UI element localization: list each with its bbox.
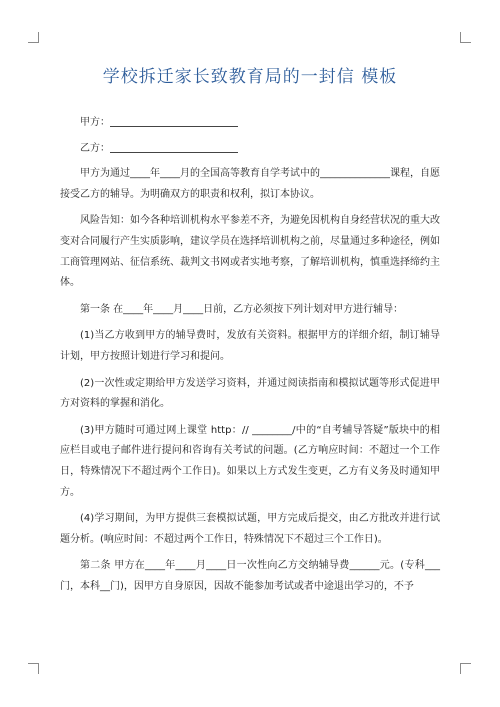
party-b-blank [110,141,238,153]
paragraph-item-4: (4)学习期间，为甲方提供三套模拟试题，甲方完成后提交，由乙方批改并进行试题分析。(响应时间：不超过两个工作日，特殊情况下不超过三个工作日)。 [60,513,440,545]
party-a-blank [110,115,238,127]
document-title: 学校拆迁家长致教育局的一封信 模板 [102,67,398,87]
paragraph-item-2: (2)一次性或定期给甲方发送学习资料，并通过阅读指南和模拟试题等形式促进甲方对资料的掌握和消化。 [60,377,440,410]
crop-mark-top-right [460,32,471,43]
paragraph-intro: 甲方为通过____年____月的全国高等教育自学考试中的______________课程，自愿接受乙方的辅导。为明确双方的职责和权利，拟订本协议。 [60,168,440,200]
document-body [60,113,440,603]
paragraph-article-1: 第一条 在____年____月____日前，乙方必须按下列计划对甲方进行辅导： [80,303,404,315]
party-a-label: 甲方： [80,117,110,128]
paragraph-article-2: 第二条 甲方在____年____月____日一次性向乙方交纳辅导费______元。(专科___门，本科__门)，因甲方自身原因，因故不能参加考试或者中途退出学习的，不予 [60,560,440,592]
crop-mark-top-left [28,32,39,43]
paragraph-item-1: (1)当乙方收到甲方的辅导费时，发放有关资料。根据甲方的详细介绍，制订辅导计划，甲方按照计划进行学习和提问。 [60,330,440,362]
party-a-line [60,113,440,134]
party-b-label: 乙方： [80,142,110,154]
party-b-line [60,139,440,160]
crop-mark-bottom-left [28,663,39,674]
paragraph-item-3: (3)甲方随时可通过网上课堂 http：// ________/中的“自考辅导答疑”版块中的相应栏目或电子邮件进行提问和咨询有关考试的问题。(乙方响应时间：不超过一个工作日，特殊情况下不超过两个工作日)。如果以上方式发生变更，乙方有义务及时通知甲方。 [60,424,440,498]
paragraph-risk-notice: 风险告知：如今各种培训机构水平参差不齐，为避免因机构自身经营状况的重大改变对合同履行产生实质影响，建议学员在选择培训机构之前，尽量通过多种途径，例如工商管理网站、征信系统、裁判文书网或者实地考察，了解培训机构，慎重选择缔约主体。 [60,215,440,289]
crop-mark-bottom-right [460,663,471,674]
